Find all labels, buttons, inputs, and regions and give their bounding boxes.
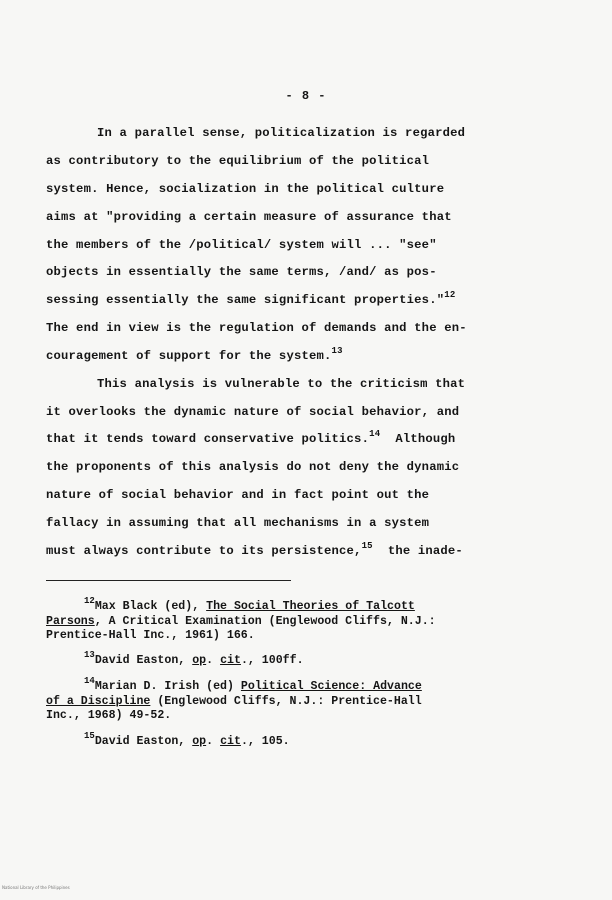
footnote-number: 12 (84, 596, 95, 606)
footnote-title: Political Science: Advance (240, 680, 422, 693)
body-line: In a parallel sense, politicalization is regarded (97, 126, 466, 140)
footnote-cit: cit (220, 654, 241, 667)
footnote-text: Marian D. Irish (ed) (94, 680, 241, 693)
library-stamp: National Library of the Philippines (2, 885, 70, 890)
footnote-12-line3: Prentice-Hall Inc., 1961) 166. (46, 629, 255, 642)
footnote-op: op (192, 654, 207, 667)
footnote-ref: 13 (331, 346, 343, 356)
footnote-text: David Easton, (94, 654, 193, 667)
footnote-ref: 14 (369, 429, 381, 439)
footnote-text: David Easton, (94, 735, 193, 748)
footnote-text: ., 105. (240, 735, 290, 748)
footnote-12 (84, 596, 564, 613)
body-line: it overlooks the dynamic nature of social behavior, and (46, 405, 460, 419)
body-line (46, 429, 506, 446)
body-line (46, 346, 506, 363)
footnote-title: The Social Theories of Talcott (206, 600, 415, 613)
body-line: aims at "providing a certain measure of assurance that (46, 210, 452, 224)
body-line: This analysis is vulnerable to the criticism that (97, 377, 466, 391)
footnote-14-line3: Inc., 1968) 49-52. (46, 709, 172, 722)
footnote-ref: 15 (361, 541, 373, 551)
footnote-14-line2 (46, 695, 526, 708)
footnote-number: 14 (84, 676, 95, 686)
footnote-13: $^{13}$David Easton, op. cit., 100ff. (84, 650, 304, 667)
body-line-text: Although (395, 432, 456, 446)
body-line (46, 541, 506, 558)
footnote-title: of a Discipline (46, 695, 151, 708)
body-line: fallacy in assuming that all mechanisms in a system (46, 516, 430, 530)
footnote-12-line2 (46, 615, 526, 628)
body-line: as contributory to the equilibrium of the political (46, 154, 430, 168)
body-line: the proponents of this analysis do not deny the dynamic (46, 460, 460, 474)
footnote-15: $^{15}$David Easton, op. cit., 105. (84, 731, 290, 748)
footnote-14 (84, 676, 564, 693)
footnote-number: 15 (84, 731, 95, 741)
footnote-number: 13 (84, 650, 95, 660)
body-line: objects in essentially the same terms, /and/ as pos- (46, 265, 437, 279)
footnote-ref: 12 (444, 290, 456, 300)
body-line-text: must always contribute to its persistence, (46, 544, 362, 558)
body-line-text: sessing essentially the same significant properties." (46, 293, 445, 307)
page-number: - 8 - (285, 89, 327, 103)
footnote-op: op (192, 735, 207, 748)
body-line-text: the inade- (387, 544, 463, 558)
body-line-text: that it tends toward conservative politics. (46, 432, 370, 446)
body-line: system. Hence, socialization in the political culture (46, 182, 445, 196)
footnote-divider (46, 580, 291, 581)
footnote-text: (Englewood Cliffs, N.J.: Prentice-Hall (150, 695, 422, 708)
footnote-title: Parsons (46, 615, 95, 628)
footnote-cit: cit (220, 735, 241, 748)
body-line: nature of social behavior and in fact point out the (46, 488, 430, 502)
footnote-text: , A Critical Examination (Englewood Cliffs, N.J.: (94, 615, 436, 628)
body-line-text: couragement of support for the system. (46, 349, 332, 363)
footnote-text: ., 100ff. (240, 654, 304, 667)
body-line (46, 290, 506, 307)
footnote-text: Max Black (ed), (94, 600, 207, 613)
body-line: The end in view is the regulation of demands and the en- (46, 321, 467, 335)
body-line: the members of the /political/ system will ... "see" (46, 238, 437, 252)
